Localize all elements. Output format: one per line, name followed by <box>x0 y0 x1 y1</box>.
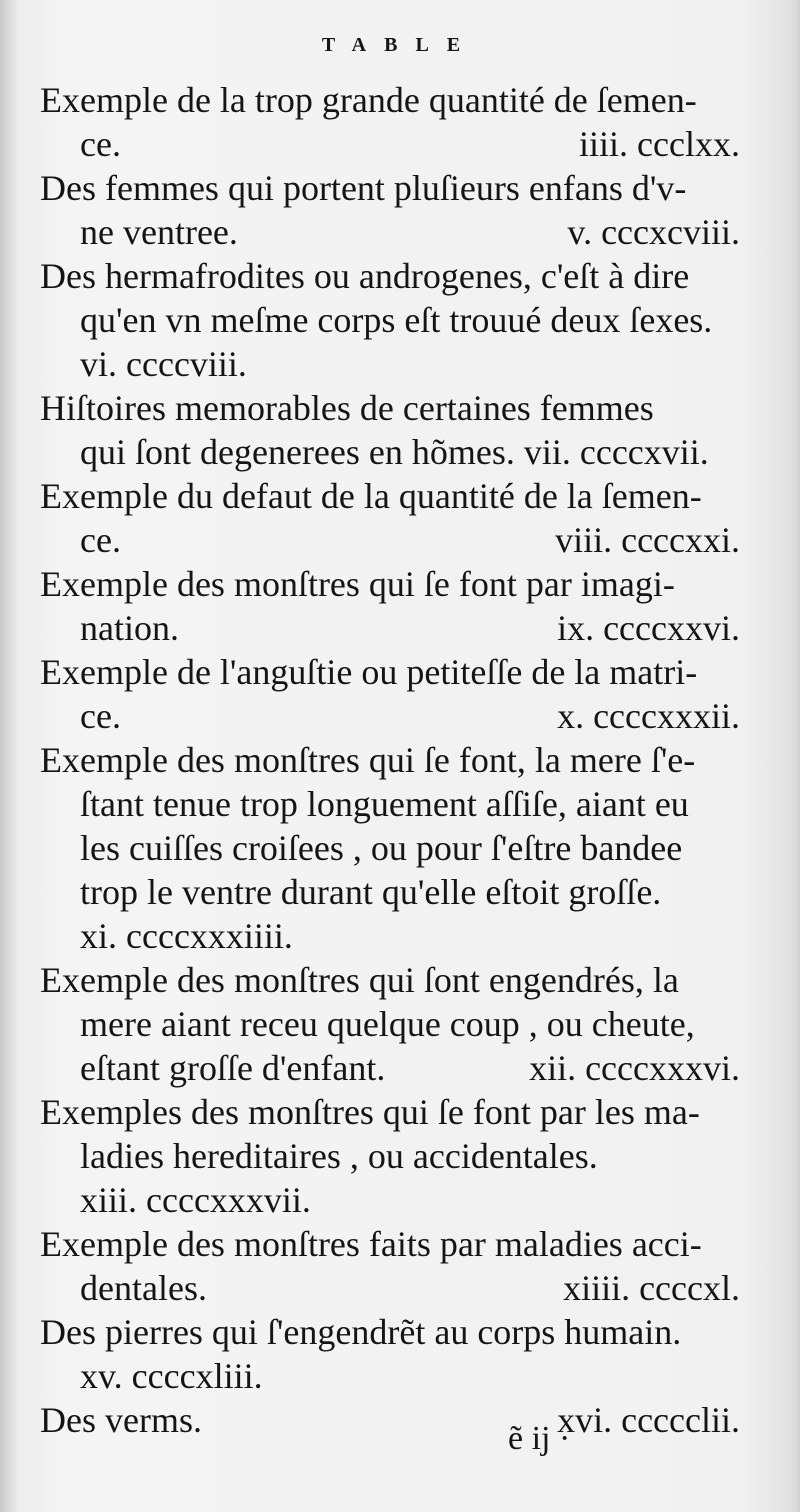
entry-line <box>40 210 740 254</box>
entry-line <box>40 1266 740 1310</box>
entry-reference: v. cccxcviii. <box>567 212 740 252</box>
entry-line: Exemple des monſtres qui ſe font, la mere ſ'e- <box>40 740 696 780</box>
entry-reference: viii. ccccxxi. <box>555 520 740 560</box>
entry-continuation: ce. <box>80 124 121 164</box>
signature-mark: ẽ ij · <box>508 1420 571 1457</box>
toc-entry <box>40 650 740 738</box>
entry-line: les cuiſſes croiſees , ou pour ſ'eſtre bandee <box>80 828 683 868</box>
toc-entry <box>40 474 740 562</box>
toc-entry <box>40 958 740 1090</box>
entry-line: Exemple des monſtres faits par maladies acci- <box>40 1224 702 1264</box>
entry-line: ſtant tenue trop longuement aſſiſe, aiant eu <box>80 784 689 824</box>
entry-line: qui ſont degenerees en hõmes. vii. ccccxvii. <box>80 432 709 472</box>
entry-line: Exemple du defaut de la quantité de la ſemen- <box>40 476 702 516</box>
entry-reference: iiii. ccclxx. <box>579 124 740 164</box>
entry-line: mere aiant receu quelque coup , ou cheute, <box>80 1004 695 1044</box>
entry-title: Des verms. <box>40 1400 202 1440</box>
entry-line: Des femmes qui portent pluſieurs enfans d'v- <box>40 168 687 208</box>
entry-line: xi. ccccxxxiiii. <box>80 916 293 956</box>
entry-reference: xvi. ccccclii. <box>557 1400 740 1440</box>
entry-line: Exemple de l'anguſtie ou petiteſſe de la matri- <box>40 652 698 692</box>
entry-line: Exemple des monſtres qui ſont engendrés, la <box>40 960 679 1000</box>
entry-line: ladies hereditaires , ou accidentales. <box>80 1136 598 1176</box>
entry-continuation: dentales. <box>80 1268 207 1308</box>
entry-line <box>40 1046 740 1090</box>
toc-entry <box>40 738 740 958</box>
entry-reference: xiiii. ccccxl. <box>563 1268 740 1308</box>
entry-line <box>40 518 740 562</box>
entry-reference: ix. ccccxxvi. <box>557 608 740 648</box>
entry-line <box>40 694 740 738</box>
toc-entry <box>40 254 740 386</box>
entry-line: qu'en vn meſme corps eſt trouué deux ſexes. <box>80 300 713 340</box>
entry-line <box>40 606 740 650</box>
toc-entry <box>40 78 740 166</box>
entry-reference: xii. ccccxxxvi. <box>529 1048 740 1088</box>
entry-line: Des pierres qui ſ'engendrẽt au corps humain. <box>40 1312 682 1352</box>
toc-entry <box>40 386 740 474</box>
entry-line: vi. ccccviii. <box>80 344 247 384</box>
entry-line: Hiſtoires memorables de certaines femmes <box>40 388 654 428</box>
toc-entry <box>40 1222 740 1310</box>
entry-line: Exemple de la trop grande quantité de ſemen- <box>40 80 697 120</box>
toc-entry <box>40 1090 740 1222</box>
toc-entry <box>40 562 740 650</box>
entry-continuation: nation. <box>80 608 179 648</box>
entry-line: xv. ccccxliii. <box>80 1356 263 1396</box>
entry-continuation: ne ventree. <box>80 212 238 252</box>
page-header: TABLE <box>321 34 479 56</box>
entry-line: trop le ventre durant qu'elle eſtoit groſſe. <box>80 872 662 912</box>
entry-line: Exemple des monſtres qui ſe font par imagi- <box>40 564 675 604</box>
entry-continuation: ce. <box>80 696 121 736</box>
table-of-contents <box>40 78 740 1442</box>
entry-continuation: ce. <box>80 520 121 560</box>
entry-continuation: eſtant groſſe d'enfant. <box>80 1048 386 1088</box>
entry-line <box>40 1398 740 1442</box>
toc-entry <box>40 166 740 254</box>
toc-entry <box>40 1398 740 1442</box>
toc-entry <box>40 1310 740 1398</box>
entry-line: Exemples des monſtres qui ſe font par les ma- <box>40 1092 700 1132</box>
entry-reference: x. ccccxxxii. <box>557 696 740 736</box>
entry-line <box>40 122 740 166</box>
entry-line: Des hermafrodites ou androgenes, c'eſt à dire <box>40 256 690 296</box>
entry-line: xiii. ccccxxxvii. <box>80 1180 311 1220</box>
